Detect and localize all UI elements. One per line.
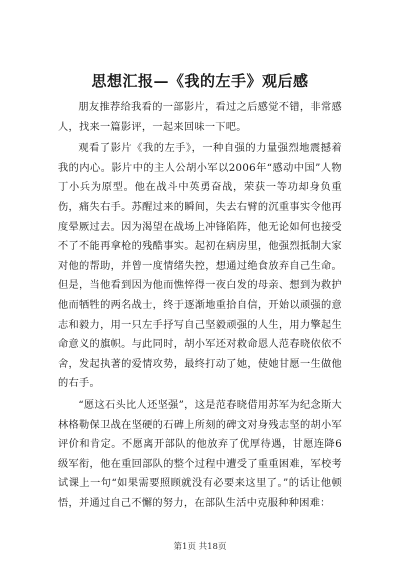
paragraph-review: 观看了影片《我的左手》，一种自强的力量强烈地震撼着我的内心。影片中的主人公胡小军以2006年“感动中国”人物丁小兵为原型。他在战斗中英勇奋战，荣获一等功却身负重伤，痛失右手。苏醒过来的瞬间，失去右臂的沉重事实令他再度晕厥过去。因为渴望在战场上冲锋陷阵，他无论如何也接受不了不能再拿枪的残酷事实。起初在病房里，他强烈抵制大家对他的帮助，并曾一度情绪失控，想通过绝食放弃自己生命。但是，当他看到因为他而憔悴得一夜白发的母亲、想到为救护他而牺牲的两名战士，终于逐渐地重拾自信，开始以顽强的意志和毅力，用一只左手抒写自己坚毅顽强的人生，用力擎起生命意义的旗帜。与此同时，胡小军还对救命恩人范春晓依依不舍，发起执著的爱情攻势，最终打动了她，使她甘愿一生做他的右手。 xyxy=(58,143,342,390)
page-footer: 第1页 共18页 xyxy=(173,542,227,552)
paragraph-quote: “愿这石头比人还坚强”，这是范春晓借用苏军为纪念斯大林格勒保卫战在坚硬的石碑上所刻的碑文对身残志坚的胡小军评价和肯定。不愿离开部队的他放弃了优厚待遇，甘愿连降6级军衔，他在重回部队的整个过程中遭受了重重困难，军校考试课上一句“如果需要照顾就没有必要来这里了。”的话让他顿悟，并通过自己不懈的努力，在部队生活中克服种种困难： xyxy=(58,399,342,509)
paragraph-intro: 朋友推荐给我看的一部影片，看过之后感觉不错，非常感人，找来一篇影评，一起来回味一下吧。 xyxy=(58,102,342,133)
document-title: 思想汇报—《我的左手》观后感 xyxy=(91,72,309,90)
document-body xyxy=(58,98,342,515)
